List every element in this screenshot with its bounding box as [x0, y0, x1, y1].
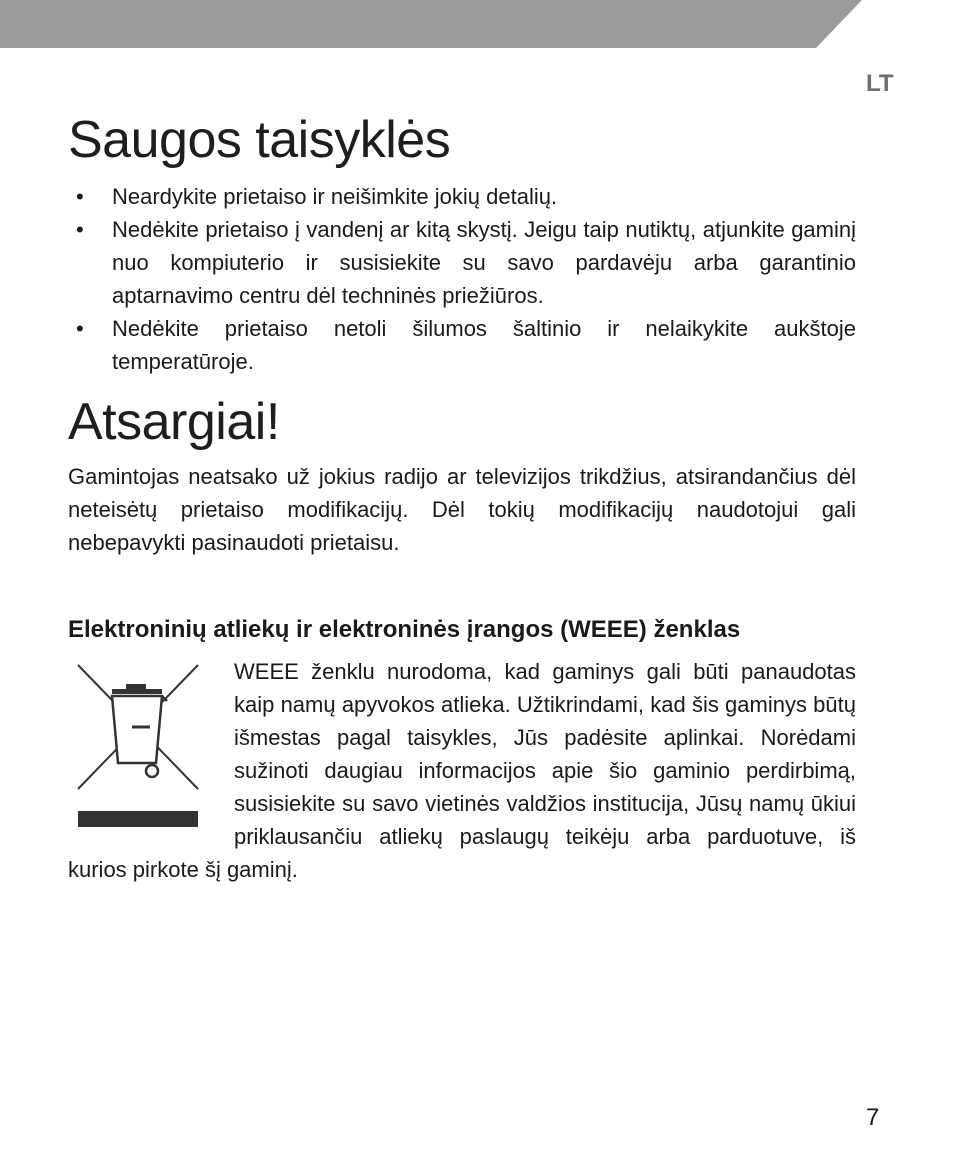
- bullet-icon: •: [76, 184, 84, 209]
- weee-title: Elektroninių atliekų ir elektroninės įrangos (WEEE) ženklas: [68, 616, 741, 643]
- safety-list: [68, 180, 856, 378]
- list-item: [68, 180, 856, 213]
- list-item-text: Neardykite prietaiso ir neišimkite jokių detalių.: [112, 184, 558, 209]
- list-item-text: Nedėkite prietaiso netoli šilumos šaltinio ir nelaikykite aukštoje temperatūroje.: [112, 316, 856, 374]
- warning-title: Atsargiai!: [68, 393, 280, 451]
- warning-text: Gamintojas neatsako už jokius radijo ar televizijos trikdžius, atsirandančius dėl neteisėtų prietaiso modifikacijų. Dėl tokių modifikacijų naudotojui gali nebepavykti pasinaudoti prietaisu.: [68, 464, 856, 555]
- header-band: [0, 0, 954, 48]
- bullet-icon: •: [76, 316, 84, 341]
- page-number: 7: [866, 1104, 880, 1131]
- list-item: [68, 312, 856, 378]
- page-content: [68, 108, 856, 886]
- list-item: [68, 213, 856, 312]
- weee-section: [68, 655, 856, 886]
- weee-text: WEEE ženklu nurodoma, kad gaminys gali būti panaudotas kaip namų apyvokos atlieka. Užtikrindami, kad šis gaminys būtų išmestas pagal taisykles, Jūs padėsite aplinkai. Norėdami sužinoti daugiau informacijos apie šio gaminio perdirbimą, susisiekite su savo vietinės valdžios institucija, Jūsų namų ūkiui priklausančiu atliekų paslaugų teikėju arba parduotuve, iš kurios pirkote šį gaminį.: [68, 659, 856, 882]
- crossed-out-wheelie-bin-icon: [68, 659, 208, 827]
- list-item-text: Nedėkite prietaiso į vandenį ar kitą skystį. Jeigu taip nutiktų, atjunkite gaminį nuo kompiuterio ir susisiekite su savo pardavėju arba garantinio aptarnavimo centru dėl techninės priežiūros.: [112, 217, 856, 308]
- bullet-icon: •: [76, 217, 84, 242]
- language-code: LT: [866, 70, 894, 97]
- safety-title: Saugos taisyklės: [68, 111, 451, 169]
